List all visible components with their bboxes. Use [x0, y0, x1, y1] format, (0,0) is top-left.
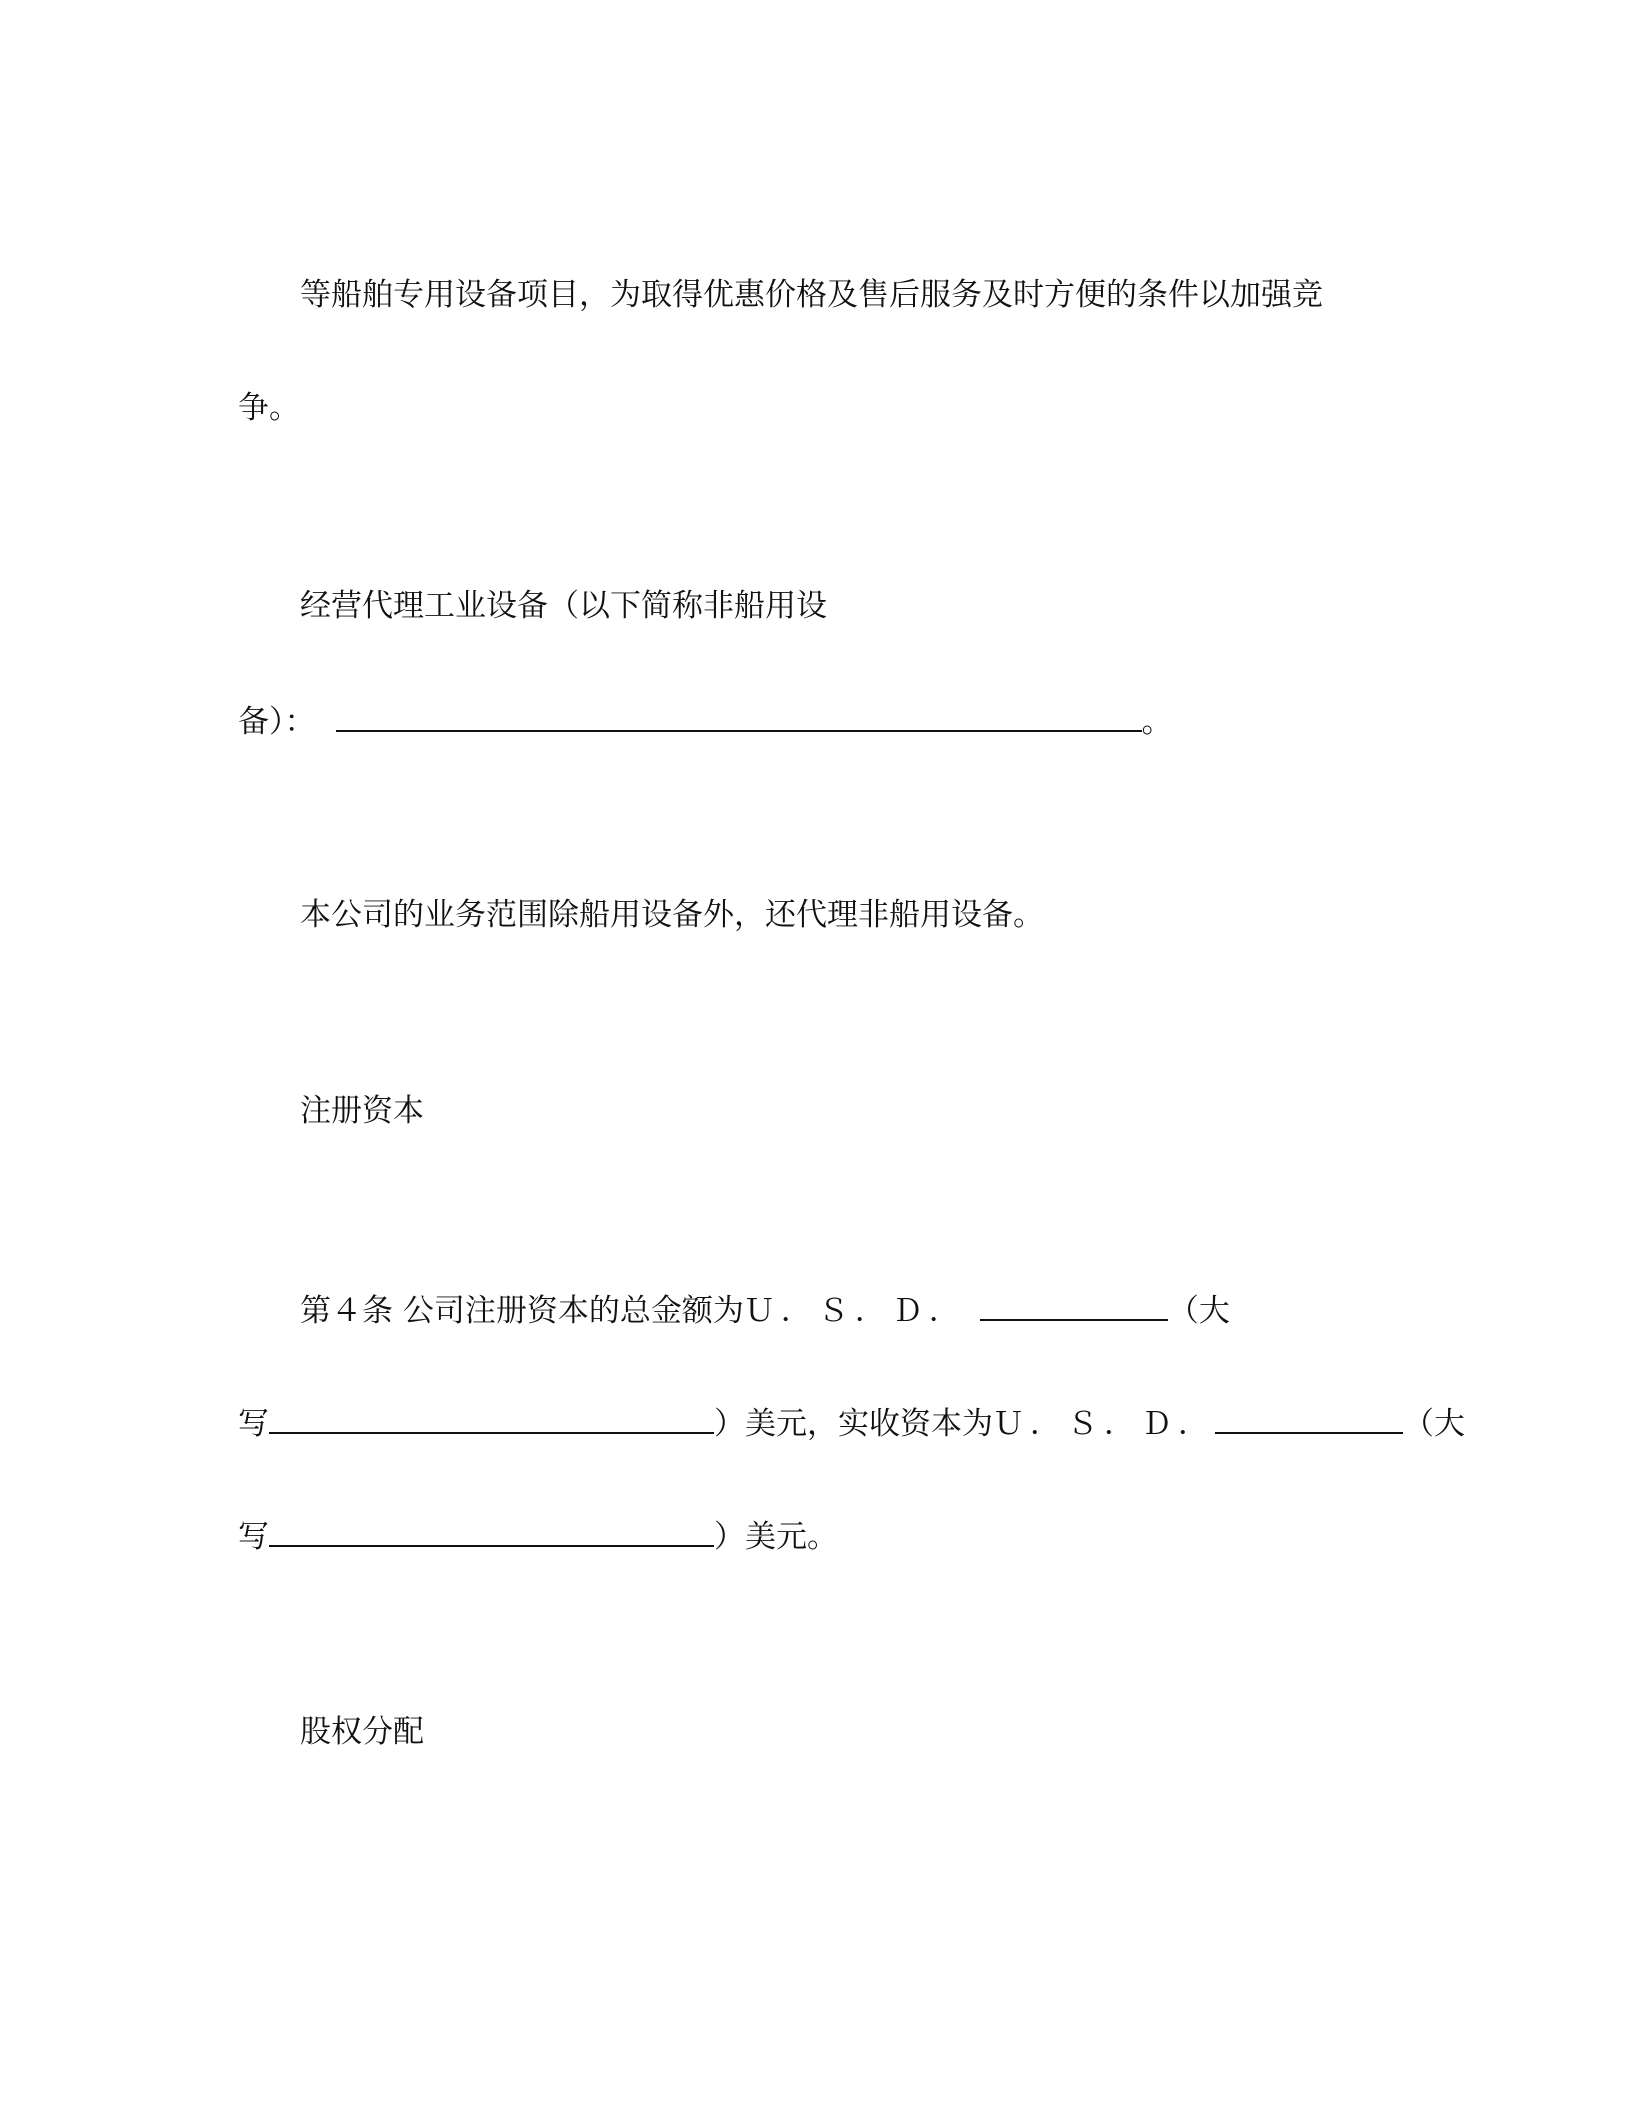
- uppercase-label: 写: [238, 1406, 269, 1442]
- paragraph-1-line-2: 争。: [238, 390, 300, 426]
- total-capital-uppercase-blank[interactable]: [269, 1402, 714, 1434]
- heading-registered-capital: 注册资本: [300, 1093, 424, 1129]
- paragraph-2-suffix: 。: [1141, 704, 1173, 740]
- total-capital-amount-blank[interactable]: [980, 1289, 1168, 1321]
- usd-label: Ｕ．Ｓ．Ｄ．: [993, 1406, 1215, 1442]
- paragraph-2-prefix: 备）：: [238, 704, 316, 740]
- paragraph-2-line-1: 经营代理工业设备（以下简称非船用设: [300, 588, 827, 624]
- article-4-line-1: [300, 1289, 1230, 1329]
- paid-in-capital-uppercase-blank[interactable]: [269, 1515, 714, 1547]
- paragraph-2-line-2: [238, 700, 1173, 740]
- paragraph-3: 本公司的业务范围除船用设备外，还代理非船用设备。: [300, 897, 1044, 933]
- article-4-line-3: [238, 1515, 838, 1555]
- paid-in-capital-amount-blank[interactable]: [1215, 1402, 1403, 1434]
- heading-equity-distribution: 股权分配: [300, 1714, 424, 1750]
- usd-label: Ｕ．Ｓ．Ｄ．: [743, 1293, 966, 1329]
- usd-unit-close: ）美元。: [714, 1519, 838, 1555]
- paragraph-1-line-1: 等船舶专用设备项目，为取得优惠价格及售后服务及时方便的条件以加强竞: [300, 277, 1323, 313]
- article-4-intro: 第４条 公司注册资本的总金额为: [300, 1293, 744, 1329]
- uppercase-open: （大: [1167, 1293, 1230, 1329]
- uppercase-open: （大: [1403, 1406, 1465, 1442]
- uppercase-label: 写: [238, 1519, 269, 1555]
- business-scope-blank[interactable]: [336, 700, 1142, 732]
- article-4-line-2: [238, 1402, 1465, 1442]
- paid-in-capital-text: ）美元，实收资本为: [714, 1406, 993, 1442]
